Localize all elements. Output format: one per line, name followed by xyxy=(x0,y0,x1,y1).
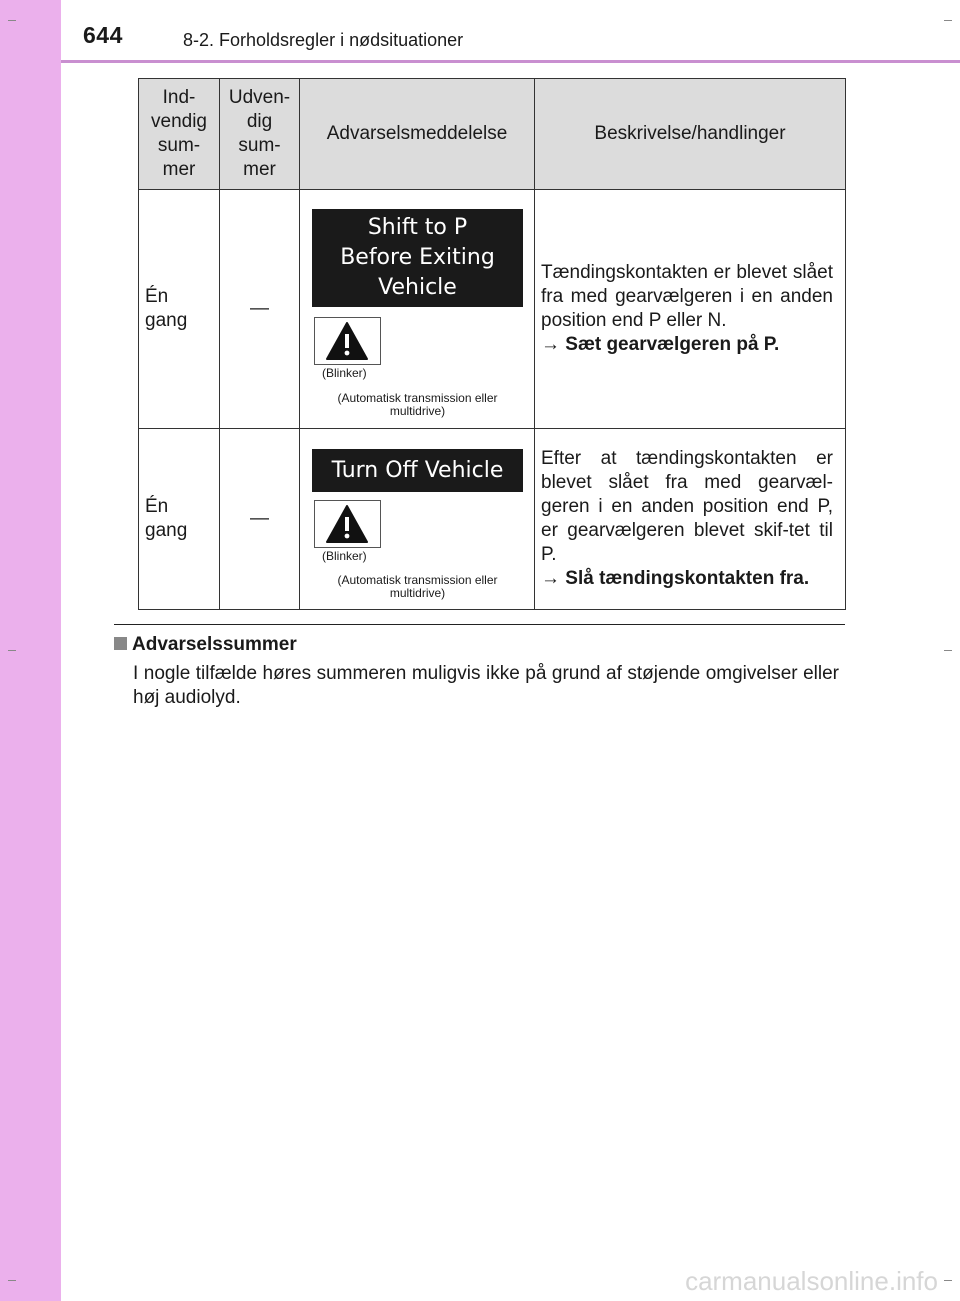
column-header-exterior-text: Udven- dig sum- mer xyxy=(228,87,291,180)
action-arrow: → xyxy=(541,568,560,589)
display-message xyxy=(312,449,523,492)
header-rule xyxy=(61,60,960,63)
crop-mark xyxy=(8,650,16,651)
column-header-interior xyxy=(139,79,220,190)
interior-buzzer-text: Én gang xyxy=(145,286,188,331)
transmission-note xyxy=(300,574,535,600)
blink-label: (Blinker) xyxy=(322,549,367,563)
warning-triangle-icon xyxy=(314,500,381,548)
description-cell xyxy=(535,190,846,429)
description-text: Efter at tændingskontakten er blevet slået fra med gearvæl-geren i en anden position end P, er gearvælgeren blevet skif-tet til P. xyxy=(541,448,833,565)
section-paragraph: I nogle tilfælde høres summeren muligvis ikke på grund af støjende omgivelser eller høj audiolyd. xyxy=(133,663,839,708)
crop-mark xyxy=(944,650,952,651)
bullet-square-icon xyxy=(114,637,127,650)
section-heading-text: Advarselssummer xyxy=(132,634,297,655)
transmission-note-text: (Automatisk transmission eller multidrive) xyxy=(337,573,498,600)
section-heading xyxy=(114,634,297,656)
section-divider xyxy=(114,624,845,625)
interior-buzzer-cell xyxy=(139,429,220,610)
crop-mark xyxy=(944,20,952,21)
column-header-exterior xyxy=(220,79,300,190)
transmission-note-text: (Automatisk transmission eller multidrive) xyxy=(337,391,498,418)
warning-message-cell xyxy=(300,190,535,429)
action-text: Slå tændingskontakten fra. xyxy=(565,568,810,589)
warning-triangle-icon xyxy=(314,317,381,365)
display-message-text: Turn Off Vehicle xyxy=(331,457,504,483)
display-message xyxy=(312,209,523,307)
column-header-message: Advarselsmeddelelse xyxy=(300,79,535,190)
crop-mark xyxy=(8,1280,16,1281)
exterior-buzzer-cell: — xyxy=(220,429,300,610)
page-number: 644 xyxy=(83,22,123,48)
crop-mark xyxy=(944,1280,952,1281)
display-message-text: Shift to P Before Exiting Vehicle xyxy=(340,215,495,300)
interior-buzzer-text: Én gang xyxy=(145,496,188,541)
action-text: Sæt gearvælgeren på P. xyxy=(565,334,780,355)
exterior-buzzer-cell: — xyxy=(220,190,300,429)
table-row xyxy=(139,429,846,610)
section-title: 8-2. Forholdsregler i nødsituationer xyxy=(183,30,464,50)
interior-buzzer-cell xyxy=(139,190,220,429)
description-text: Tændingskontakten er blevet slået fra med gearvælgeren i en anden position end P eller N. xyxy=(541,262,833,331)
watermark: carmanualsonline.info xyxy=(685,1266,938,1296)
column-header-interior-text: Ind- vendig sum- mer xyxy=(151,87,207,180)
blink-label: (Blinker) xyxy=(322,366,367,380)
warning-message-cell xyxy=(300,429,535,610)
warning-table xyxy=(138,78,846,610)
column-header-description: Beskrivelse/handlinger xyxy=(535,79,846,190)
description-cell xyxy=(535,429,846,610)
table-header-row xyxy=(139,79,846,190)
transmission-note xyxy=(300,392,535,418)
crop-mark xyxy=(8,20,16,21)
action-arrow: → xyxy=(541,334,560,355)
table-row xyxy=(139,190,846,429)
